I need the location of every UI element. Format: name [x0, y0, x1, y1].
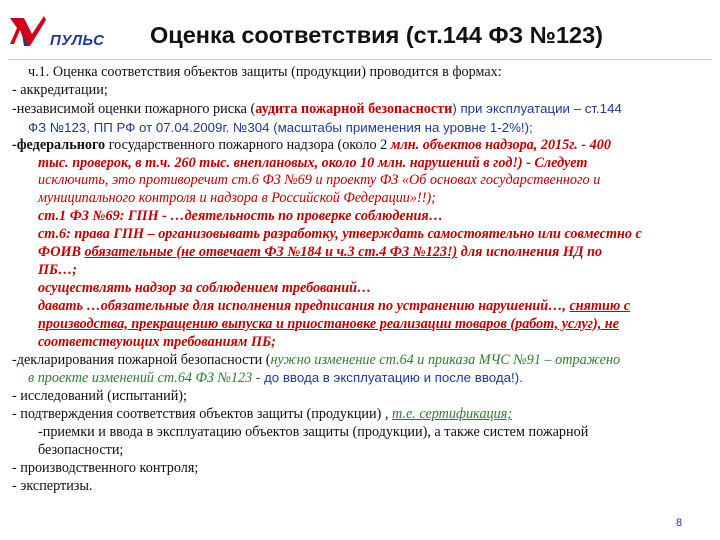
highlight-run: нужно изменение ст.64 и приказа МЧС №91 – отражено — [270, 351, 621, 368]
text-run: государственного пожарного надзора (около 2 — [105, 136, 391, 153]
text-line — [12, 280, 712, 298]
logo-text: ПУЛЬС — [50, 32, 105, 49]
logo-swoosh-icon — [8, 14, 48, 50]
text-line — [12, 64, 712, 82]
text-run: ФЗ №123, ПП РФ от 07.04.2009г. №304 (масштабы применения на уровне 1-2%!); — [28, 119, 533, 135]
text-run: -независимой оценки пожарного риска ( — [12, 100, 256, 117]
page-number: 8 — [676, 517, 683, 529]
text-line — [12, 244, 712, 262]
text-run: ст.6: права ГПН – организовывать разработку, утверждать самостоятельно или совместно с — [38, 226, 642, 243]
highlight-run: млн. объектов надзора, 2015г. - 400 — [390, 136, 611, 153]
text-line — [12, 388, 712, 406]
text-line — [12, 172, 712, 190]
text-run: -федерального — [12, 136, 106, 153]
text-line — [12, 155, 712, 173]
text-run: для исполнения НД по — [457, 244, 603, 261]
text-line — [12, 190, 712, 208]
highlight-run: аудита пожарной безопасности — [255, 100, 453, 117]
page-title: Оценка соответствия (ст.144 ФЗ №123) — [150, 22, 604, 48]
text-line — [12, 100, 712, 119]
text-run: безопасности; — [38, 442, 124, 459]
text-run: ПБ…; — [38, 261, 77, 278]
text-line — [12, 208, 712, 226]
highlight-run: т.е. сертификация; — [392, 406, 513, 423]
underlined-run: снятию с — [569, 297, 631, 314]
underlined-run: обязательные (не отвечает ФЗ №184 и ч.3 ст.4 ФЗ №123!) — [84, 244, 458, 261]
text-line — [12, 478, 712, 496]
text-run: - производственного контроля; — [12, 459, 199, 476]
text-line — [12, 442, 712, 460]
text-run: ч.1. Оценка соответствия объектов защиты (продукции) проводится в формах: — [28, 64, 502, 80]
text-line — [12, 119, 712, 137]
text-line — [12, 82, 712, 100]
text-line — [12, 298, 712, 316]
document-body — [12, 64, 712, 496]
text-line — [12, 137, 712, 155]
text-line — [12, 334, 712, 352]
text-line — [12, 316, 712, 334]
text-run: - аккредитации; — [12, 81, 108, 98]
text-line — [12, 226, 712, 244]
text-run: давать …обязательные для исполнения предписания по устранению нарушений…, — [38, 297, 570, 314]
text-run: -декларирования пожарной безопасности ( — [12, 351, 271, 368]
logo — [8, 14, 126, 54]
text-line — [12, 424, 712, 442]
text-run: муниципального контроля и надзора в Российской Федерации»!!); — [38, 190, 436, 207]
text-line — [12, 406, 712, 424]
text-run: производства, прекращению выпуска и приостановке реализации товаров (работ, услуг), не — [38, 315, 619, 332]
highlight-run: в проекте изменений ст.64 ФЗ №123 — [28, 370, 253, 387]
text-run: - подтверждения соответствия объектов защиты (продукции) , — [12, 406, 392, 423]
text-run: -приемки и ввода в эксплуатацию объектов защиты (продукции), а также систем пожарной — [38, 424, 589, 441]
text-run: тыс. проверок, в т.ч. 260 тыс. внеплановых, около 10 млн. нарушений в год!) - Следует — [38, 154, 588, 171]
text-run: соответствующих требованиям ПБ; — [38, 333, 276, 350]
text-run: осуществлять надзор за соблюдением требований… — [38, 279, 372, 296]
text-line — [12, 262, 712, 280]
text-run: ФОИВ — [38, 244, 85, 261]
text-run: - до ввода в эксплуатацию и после ввода!). — [252, 370, 523, 386]
text-line — [12, 352, 712, 370]
text-line — [12, 460, 712, 478]
text-run: ) при эксплуатации – ст.144 — [452, 100, 622, 116]
text-run: - экспертизы. — [12, 477, 93, 494]
text-run: ст.1 ФЗ №69: ГПН - …деятельность по проверке соблюдения… — [38, 208, 443, 225]
title-divider — [8, 59, 712, 60]
text-run: - исследований (испытаний); — [12, 388, 187, 405]
text-run: исключить, это противоречит ст.6 ФЗ №69 и проекту ФЗ «Об основах государственного и — [38, 172, 601, 189]
text-line — [12, 369, 712, 388]
